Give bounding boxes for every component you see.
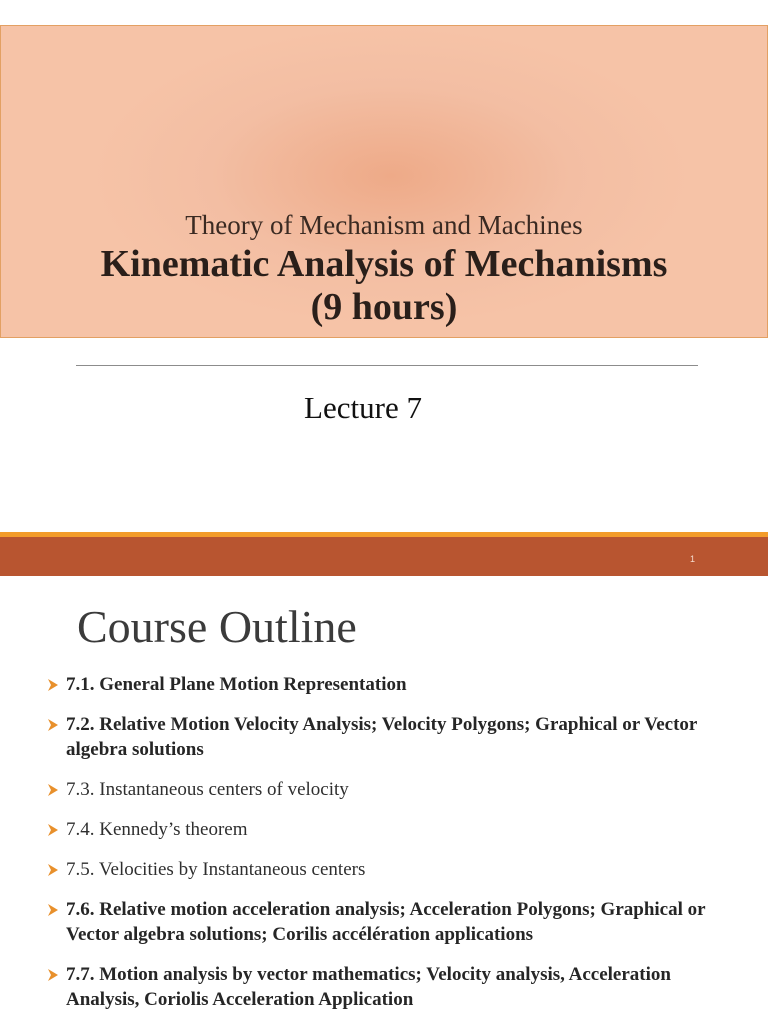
page-number: 1 bbox=[690, 554, 696, 564]
arrow-bullet-icon bbox=[46, 718, 60, 732]
arrow-bullet-icon bbox=[46, 783, 60, 797]
outline-heading: Course Outline bbox=[77, 601, 357, 652]
lecture-label: Lecture 7 bbox=[304, 390, 422, 425]
slide-title-line1: Kinematic Analysis of Mechanisms bbox=[100, 243, 668, 285]
arrow-bullet-icon bbox=[46, 823, 60, 837]
list-item-text: 7.2. Relative Motion Velocity Analysis; Velocity Polygons; Graphical or Vector algebra solutions bbox=[66, 714, 698, 760]
outline-list bbox=[46, 672, 746, 1027]
list-item bbox=[46, 897, 746, 947]
list-item bbox=[46, 777, 746, 802]
list-item-text: 7.3. Instantaneous centers of velocity bbox=[66, 779, 349, 800]
list-item bbox=[46, 817, 746, 842]
outline-slide bbox=[0, 576, 768, 1024]
slide-title-line2: (9 hours) bbox=[310, 286, 458, 328]
slide-subtitle: Theory of Mechanism and Machines bbox=[185, 210, 583, 240]
arrow-bullet-icon bbox=[46, 968, 60, 982]
list-item bbox=[46, 962, 746, 1012]
arrow-bullet-icon bbox=[46, 903, 60, 917]
list-item bbox=[46, 857, 746, 882]
divider-rule bbox=[76, 365, 698, 366]
list-item-text: 7.7. Motion analysis by vector mathematics; Velocity analysis, Acceleration Analysis, Coriolis Acceleration Application bbox=[66, 964, 671, 1010]
list-item-text: 7.1. General Plane Motion Representation bbox=[66, 674, 407, 695]
list-item bbox=[46, 672, 746, 697]
arrow-bullet-icon bbox=[46, 863, 60, 877]
list-item-text: 7.5. Velocities by Instantaneous centers bbox=[66, 859, 366, 880]
arrow-bullet-icon bbox=[46, 678, 60, 692]
slide-title bbox=[0, 243, 768, 329]
list-item bbox=[46, 712, 746, 762]
footer-bar bbox=[0, 537, 768, 576]
list-item-text: 7.6. Relative motion acceleration analysis; Acceleration Polygons; Graphical or Vector algebra solutions; Corilis accélération applications bbox=[66, 899, 706, 945]
list-item-text: 7.4. Kennedy’s theorem bbox=[66, 819, 248, 840]
